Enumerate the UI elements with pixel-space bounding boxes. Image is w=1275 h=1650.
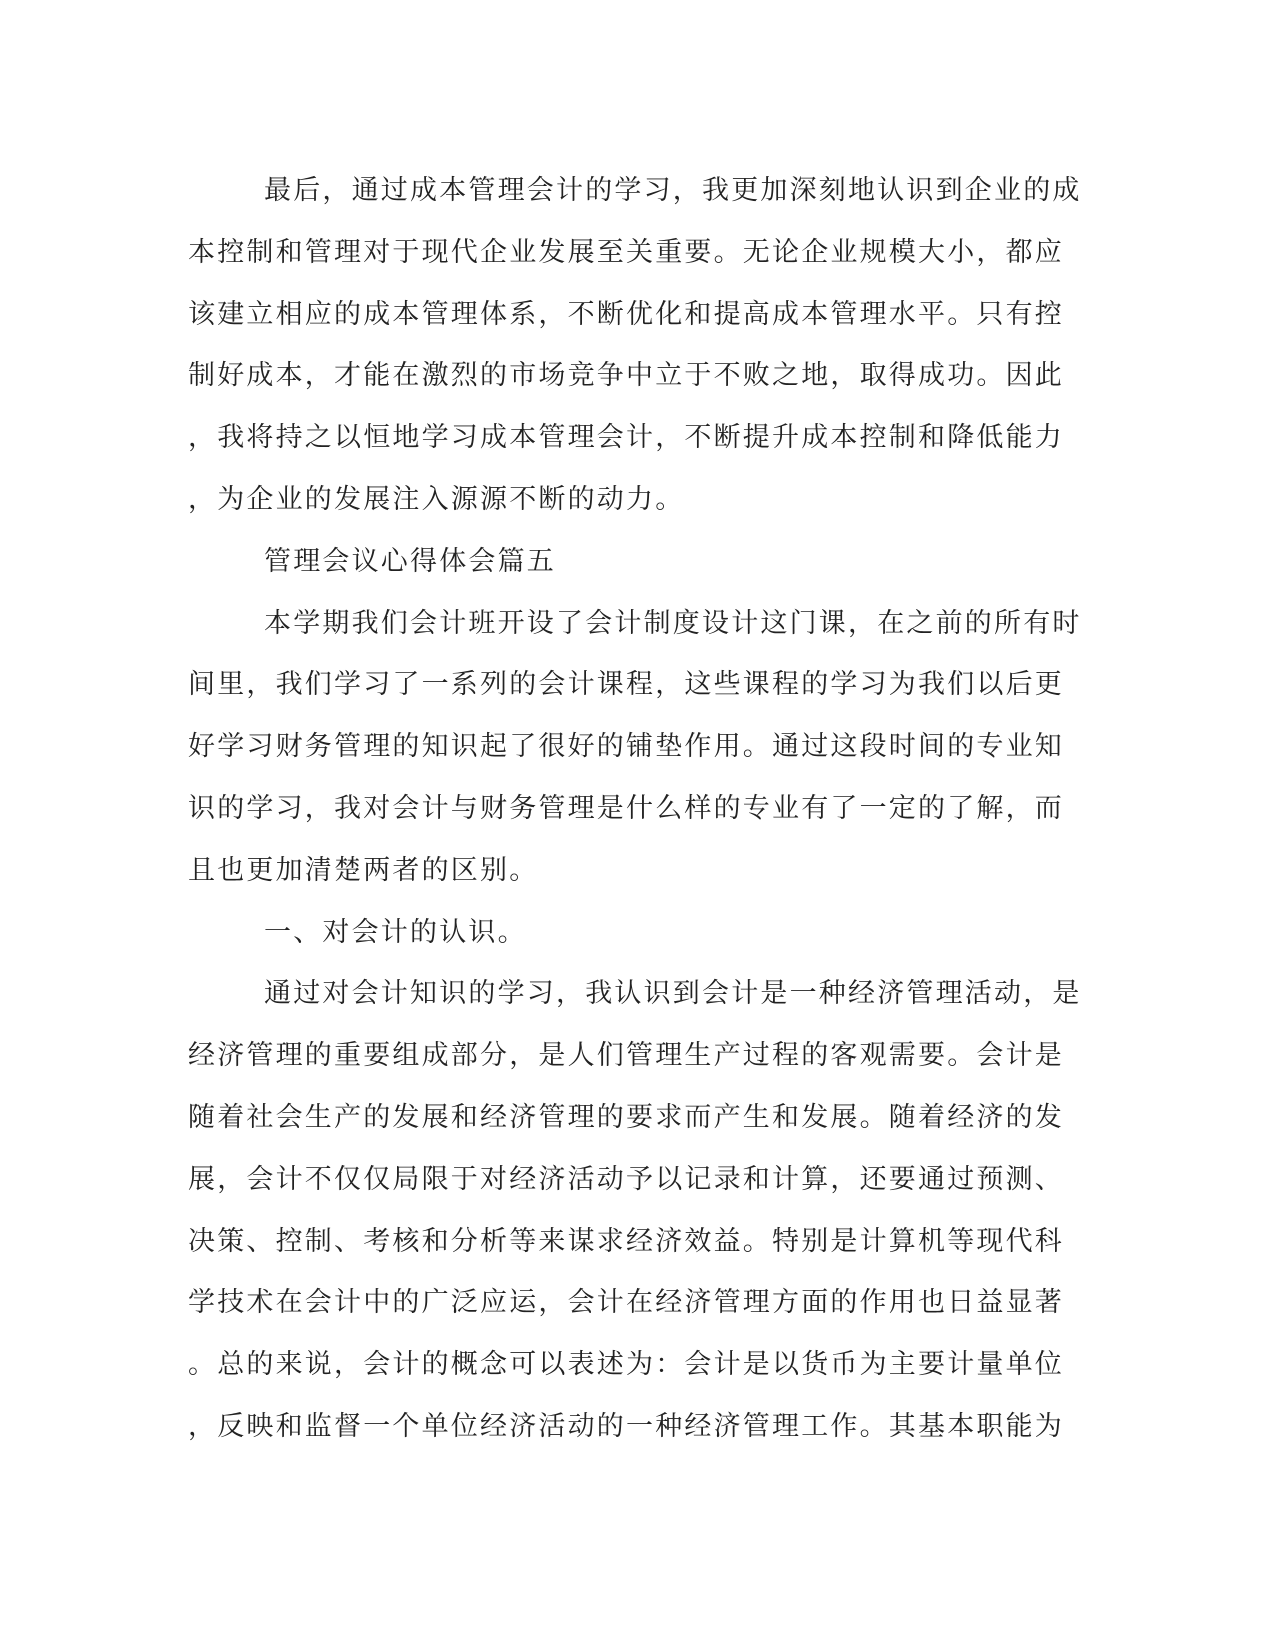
text-line: 且也更加清楚两者的区别。 — [188, 854, 539, 886]
section-heading: 管理会议心得体会篇五 — [264, 545, 556, 577]
text-line: ，我将持之以恒地学习成本管理会计，不断提升成本控制和降低能力 — [188, 422, 1064, 454]
text-line: 识的学习，我对会计与财务管理是什么样的专业有了一定的了解，而 — [188, 792, 1064, 824]
text-line: 制好成本，才能在激烈的市场竞争中立于不败之地，取得成功。因此 — [188, 360, 1064, 392]
text-line: 展，会计不仅仅局限于对经济活动予以记录和计算，还要通过预测、 — [188, 1163, 1064, 1195]
text-line: 经济管理的重要组成部分，是人们管理生产过程的客观需要。会计是 — [188, 1040, 1064, 1072]
text-line: 最后，通过成本管理会计的学习，我更加深刻地认识到企业的成 — [264, 175, 1082, 206]
text-line: 决策、控制、考核和分析等来谋求经济效益。特别是计算机等现代科 — [188, 1225, 1064, 1257]
text-line: 间里，我们学习了一系列的会计课程，这些课程的学习为我们以后更 — [188, 669, 1064, 701]
text-line: 学技术在会计中的广泛应运，会计在经济管理方面的作用也日益显著 — [188, 1287, 1064, 1319]
subsection-heading: 一、对会计的认识。 — [264, 916, 527, 948]
text-line: 该建立相应的成本管理体系，不断优化和提高成本管理水平。只有控 — [188, 298, 1064, 330]
text-line: ，反映和监督一个单位经济活动的一种经济管理工作。其基本职能为 — [188, 1410, 1064, 1442]
text-line: ，为企业的发展注入源源不断的动力。 — [188, 483, 685, 515]
text-line: 通过对会计知识的学习，我认识到会计是一种经济管理活动，是 — [264, 978, 1082, 1010]
text-line: 好学习财务管理的知识起了很好的铺垫作用。通过这段时间的专业知 — [188, 731, 1064, 763]
text-line: 本控制和管理对于现代企业发展至关重要。无论企业规模大小，都应 — [188, 236, 1064, 268]
document-body — [188, 160, 1088, 1458]
text-line: 。总的来说，会计的概念可以表述为：会计是以货币为主要计量单位 — [188, 1349, 1064, 1381]
text-line: 随着社会生产的发展和经济管理的要求而产生和发展。随着经济的发 — [188, 1101, 1064, 1133]
text-line: 本学期我们会计班开设了会计制度设计这门课，在之前的所有时 — [264, 607, 1082, 639]
